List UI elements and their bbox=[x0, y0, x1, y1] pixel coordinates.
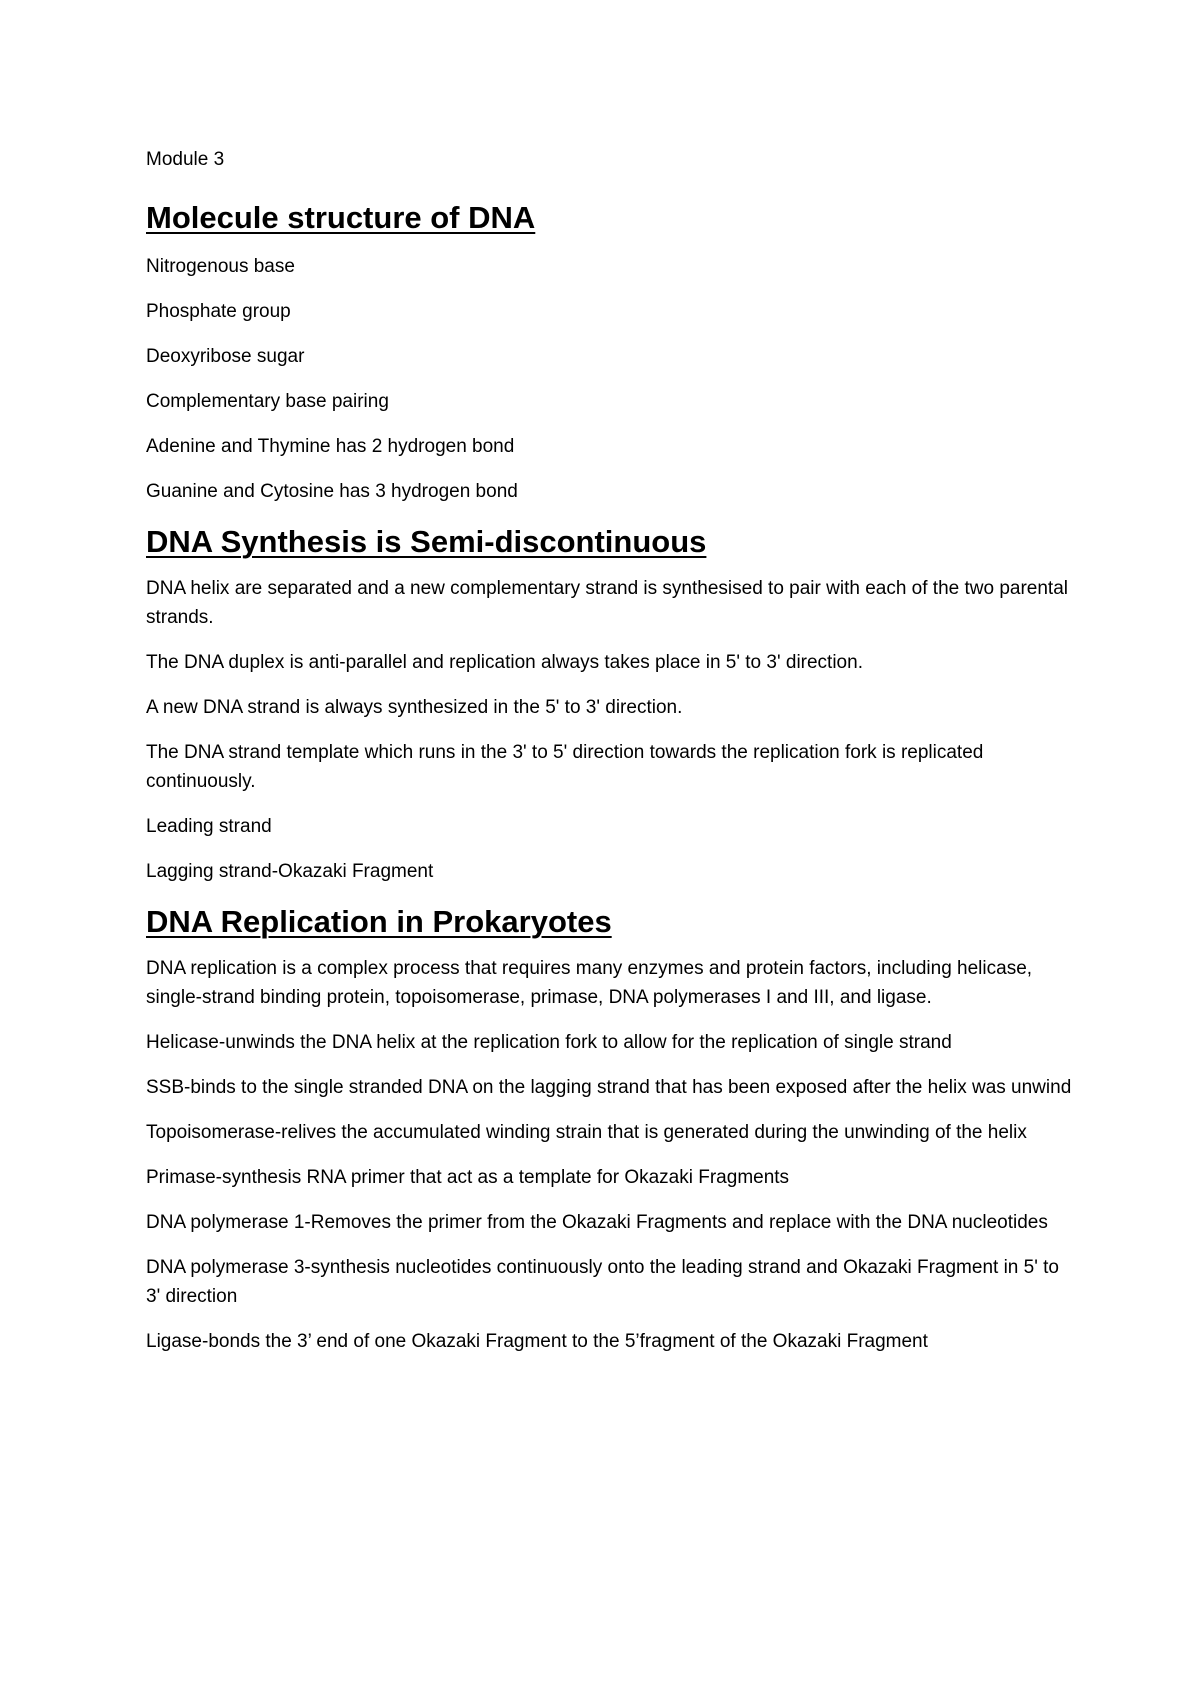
list-item: Leading strand bbox=[146, 816, 272, 837]
paragraph: Topoisomerase-relives the accumulated winding strain that is generated during the unwinding of the helix bbox=[146, 1122, 1027, 1143]
list-item: Lagging strand-Okazaki Fragment bbox=[146, 861, 434, 882]
module-label: Module 3 bbox=[146, 149, 225, 170]
list-item: Adenine and Thymine has 2 hydrogen bond bbox=[146, 436, 515, 457]
section-heading-synthesis: DNA Synthesis is Semi-discontinuous bbox=[146, 524, 707, 559]
paragraph: DNA helix are separated and a new complementary strand is synthesised to pair with each of the two parental strands. bbox=[146, 578, 1069, 628]
list-item: Phosphate group bbox=[146, 301, 291, 322]
list-item: Deoxyribose sugar bbox=[146, 346, 305, 367]
paragraph: DNA replication is a complex process that requires many enzymes and protein factors, including helicase, single-strand binding protein, topoisomerase, primase, DNA polymerases I and III, and ligase. bbox=[146, 958, 1033, 1008]
paragraph: A new DNA strand is always synthesized in the 5' to 3' direction. bbox=[146, 697, 683, 718]
paragraph: The DNA duplex is anti-parallel and replication always takes place in 5' to 3' direction. bbox=[146, 652, 863, 673]
list-item: Guanine and Cytosine has 3 hydrogen bond bbox=[146, 481, 518, 502]
section-heading-replication: DNA Replication in Prokaryotes bbox=[146, 904, 612, 939]
paragraph: DNA polymerase 3-synthesis nucleotides continuously onto the leading strand and Okazaki Fragment in 5' to 3' direction bbox=[146, 1257, 1059, 1307]
section-heading-structure: Molecule structure of DNA bbox=[146, 200, 536, 235]
paragraph: Primase-synthesis RNA primer that act as a template for Okazaki Fragments bbox=[146, 1167, 790, 1188]
list-item: Nitrogenous base bbox=[146, 256, 295, 277]
list-item: Complementary base pairing bbox=[146, 391, 389, 412]
paragraph: DNA polymerase 1-Removes the primer from the Okazaki Fragments and replace with the DNA nucleotides bbox=[146, 1212, 1048, 1233]
document-body bbox=[146, 148, 1076, 1356]
paragraph: SSB-binds to the single stranded DNA on the lagging strand that has been exposed after the helix was unwind bbox=[146, 1077, 1072, 1098]
paragraph: Ligase-bonds the 3’ end of one Okazaki Fragment to the 5’fragment of the Okazaki Fragment bbox=[146, 1331, 928, 1352]
paragraph: The DNA strand template which runs in the 3' to 5' direction towards the replication fork is replicated continuously. bbox=[146, 742, 984, 792]
paragraph: Helicase-unwinds the DNA helix at the replication fork to allow for the replication of single strand bbox=[146, 1032, 952, 1053]
